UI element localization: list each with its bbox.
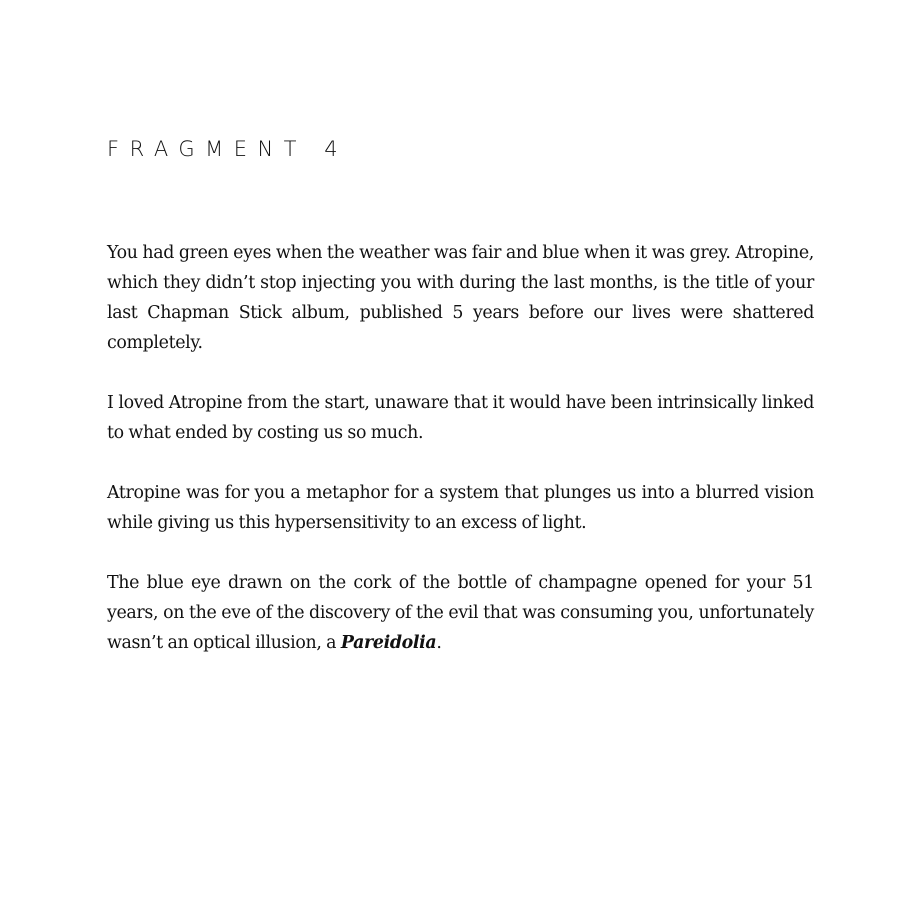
final-paragraph — [107, 568, 814, 658]
paragraph: You had green eyes when the weather was fair and blue when it was grey. Atropine, which they didn’t stop injecting you with during the last months, is the title of your last Chapman Stick album, published 5 years before our lives were shattered completely. — [107, 243, 814, 353]
final-paragraph-text: The blue eye drawn on the cork of the bottle of champagne opened for your 51 years, on the eve of the discovery of the evil that was consuming you, unfortunately wasn’t an optical illusion, a — [107, 573, 814, 653]
paragraph: Atropine was for you a metaphor for a system that plunges us into a blurred vision while giving us this hypersensitivity to an excess of light. — [107, 483, 814, 533]
pareidolia-emphasis: Pareidolia — [340, 633, 437, 653]
final-paragraph-end: . — [436, 633, 442, 653]
fragment-body — [107, 238, 814, 658]
fragment-title: FRAGMENT 4 — [107, 137, 349, 161]
paragraph: I loved Atropine from the start, unaware that it would have been intrinsically linked to what ended by costing us so much. — [107, 393, 814, 443]
fragment-page — [107, 133, 814, 658]
